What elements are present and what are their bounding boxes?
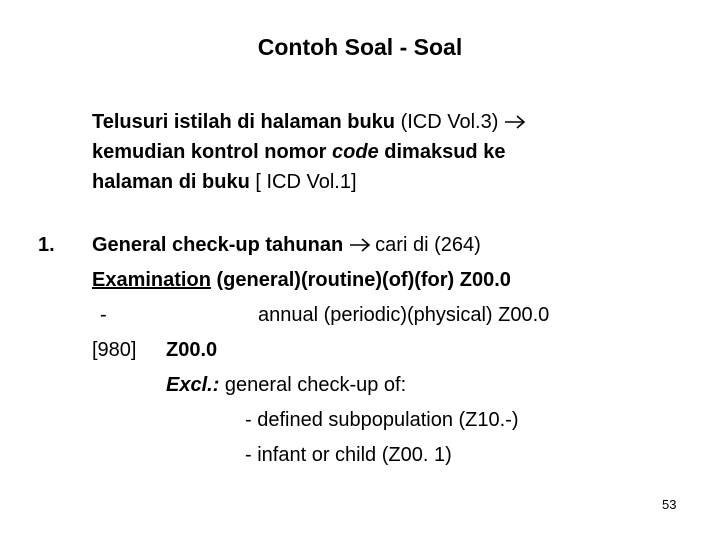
item-line-3-text: annual (periodic)(physical) Z00.0 — [258, 304, 550, 326]
intro-line-3-bold: halaman di buku — [92, 171, 250, 193]
excl-item-1: - defined subpopulation (Z10.-) — [245, 409, 519, 431]
intro-line-2-bold-end: dimaksud ke — [378, 141, 506, 163]
item-line-4-ref: [980] — [92, 339, 137, 361]
item-line-1-bold: General check-up tahunan — [92, 234, 344, 256]
intro-line-2-bold: kemudian kontrol nomor — [92, 141, 327, 163]
page-title: Contoh Soal - Soal — [257, 34, 463, 60]
intro-line-1-rest: (ICD Vol.3) — [395, 111, 499, 133]
excl-text: general check-up of: — [219, 374, 407, 396]
page-number: 53 — [662, 497, 677, 512]
excl-item-2: - infant or child (Z00. 1) — [245, 444, 452, 466]
item-line-4-code: Z00.0 — [166, 339, 218, 361]
right-arrow-icon — [349, 238, 371, 252]
item-line-2 — [92, 270, 511, 290]
item-number: 1. — [38, 234, 55, 256]
intro-line-3 — [92, 172, 357, 192]
item-line-2-rest: (general)(routine)(of)(for) Z00.0 — [210, 269, 511, 291]
intro-line-1-bold: Telusuri istilah di halaman buku — [92, 111, 396, 133]
right-arrow-icon — [504, 115, 526, 129]
item-line-2-underline: Examination — [92, 269, 211, 291]
item-line-3-dash: - — [100, 304, 107, 326]
item-line-1-rest: cari di (264) — [375, 234, 481, 256]
excl-line — [166, 375, 406, 395]
intro-line-3-rest: [ ICD Vol.1] — [249, 171, 357, 193]
item-line-1 — [92, 235, 481, 255]
intro-line-2-italic: code — [326, 141, 379, 163]
intro-line-1 — [92, 112, 530, 132]
intro-line-2 — [92, 142, 505, 162]
excl-label: Excl.: — [166, 374, 220, 396]
